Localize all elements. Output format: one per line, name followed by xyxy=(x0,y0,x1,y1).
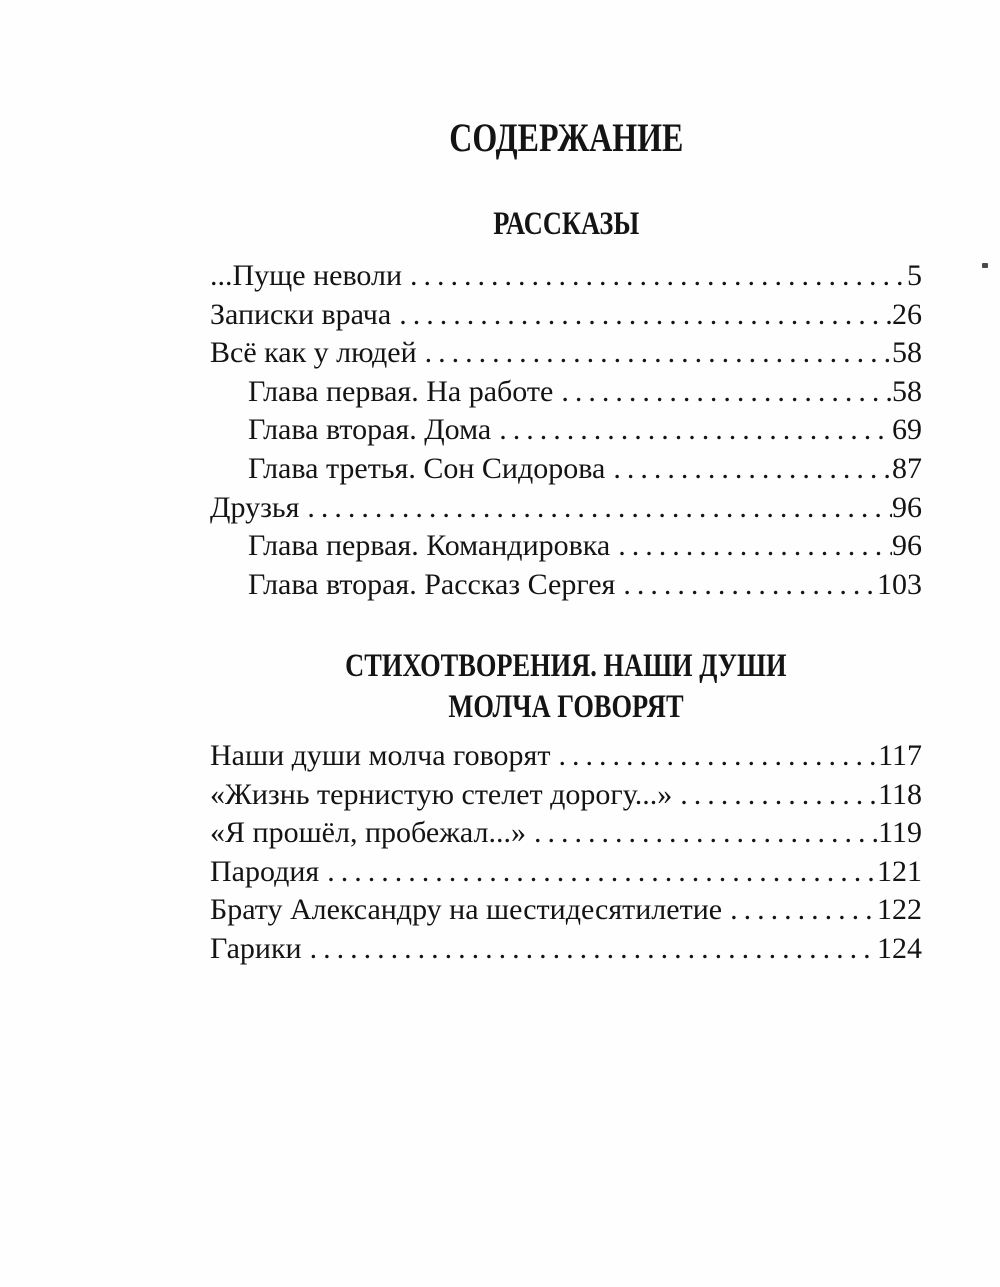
toc-entry-page: 58 xyxy=(892,336,922,370)
toc-entry-page: 96 xyxy=(892,490,922,524)
toc-entry-label: Глава первая. Командировка xyxy=(248,529,611,563)
toc-list-poems xyxy=(210,737,922,969)
toc-entry-label: «Я прошёл, пробежал...» xyxy=(210,816,526,850)
toc-entry xyxy=(210,814,922,853)
toc-entry-label: Записки врача xyxy=(210,297,392,331)
toc-entry xyxy=(210,737,922,776)
toc-entry xyxy=(210,853,922,892)
toc-entry-label: Всё как у людей xyxy=(210,336,417,370)
section-heading-poems-line1-text: СТИХОТВОРЕНИЯ. НАШИ ДУШИ xyxy=(345,648,787,684)
toc-entry-label: Глава вторая. Дома xyxy=(248,413,492,447)
toc-list-stories xyxy=(210,257,922,604)
dot-leader xyxy=(618,527,892,566)
section-heading-stories-text: РАССКАЗЫ xyxy=(492,206,640,242)
toc-entry-page: 87 xyxy=(892,451,922,485)
scan-artifact-speck xyxy=(982,263,988,268)
contents-title-text: СОДЕРЖАНИЕ xyxy=(448,115,684,160)
toc-entry-label: Глава первая. На работе xyxy=(248,374,554,408)
section-heading-poems-line1 xyxy=(210,646,922,687)
dot-leader xyxy=(730,891,877,930)
toc-entry-label: ...Пуще неволи xyxy=(210,259,403,292)
dot-leader xyxy=(613,450,892,489)
toc-entry-page: 121 xyxy=(877,854,922,888)
toc-entry-page: 5 xyxy=(907,259,922,292)
dot-leader xyxy=(623,566,877,605)
dot-leader xyxy=(399,296,892,335)
toc-entry-page: 117 xyxy=(878,739,922,772)
toc-entry-label: Брату Александру на шестидесятилетие xyxy=(210,893,723,927)
toc-entry-chapter xyxy=(210,527,922,566)
toc-entry xyxy=(210,296,922,335)
toc-entry-label: Глава третья. Сон Сидорова xyxy=(248,451,606,485)
toc-entry-page: 118 xyxy=(878,777,922,811)
dot-leader xyxy=(310,930,877,969)
toc-entry-chapter xyxy=(210,450,922,489)
toc-entry-page: 103 xyxy=(877,567,922,601)
dot-leader xyxy=(558,737,878,776)
toc-entry xyxy=(210,776,922,815)
toc-entry-page: 58 xyxy=(892,374,922,408)
toc-entry-label: Глава вторая. Рассказ Сергея xyxy=(248,567,616,601)
toc-entry-label: Пародия xyxy=(210,854,320,888)
toc-entry-label: Наши души молча говорят xyxy=(210,739,551,772)
toc-entry-label: Друзья xyxy=(210,490,300,524)
toc-entry-chapter xyxy=(210,411,922,450)
dot-leader xyxy=(680,776,878,815)
toc-entry-page: 26 xyxy=(892,297,922,331)
toc-entry xyxy=(210,489,922,528)
toc-entry-chapter xyxy=(210,373,922,412)
toc-entry-label: Гарики xyxy=(210,931,302,965)
toc-entry-page: 124 xyxy=(877,931,922,965)
dot-leader xyxy=(499,411,892,450)
toc-entry xyxy=(210,891,922,930)
section-heading-stories xyxy=(210,204,922,245)
toc-entry-label: «Жизнь тернистую стелет дорогу...» xyxy=(210,777,673,811)
dot-leader xyxy=(561,373,892,412)
contents-title xyxy=(210,117,922,159)
dot-leader xyxy=(307,489,892,528)
toc-entry xyxy=(210,334,922,373)
dot-leader xyxy=(534,814,878,853)
dot-leader xyxy=(425,334,892,373)
section-heading-poems xyxy=(210,646,922,728)
toc-entry xyxy=(210,930,922,969)
section-heading-poems-line2-text: МОЛЧА ГОВОРЯТ xyxy=(448,689,684,725)
toc-entry-page: 119 xyxy=(878,816,922,850)
dot-leader xyxy=(410,257,907,296)
toc-entry-page: 69 xyxy=(892,413,922,447)
toc-entry-chapter xyxy=(210,566,922,605)
section-heading-poems-line2 xyxy=(210,687,922,728)
toc-entry-page: 122 xyxy=(877,893,922,927)
toc-entry-page: 96 xyxy=(892,529,922,563)
dot-leader xyxy=(327,853,877,892)
toc-entry xyxy=(210,257,922,296)
